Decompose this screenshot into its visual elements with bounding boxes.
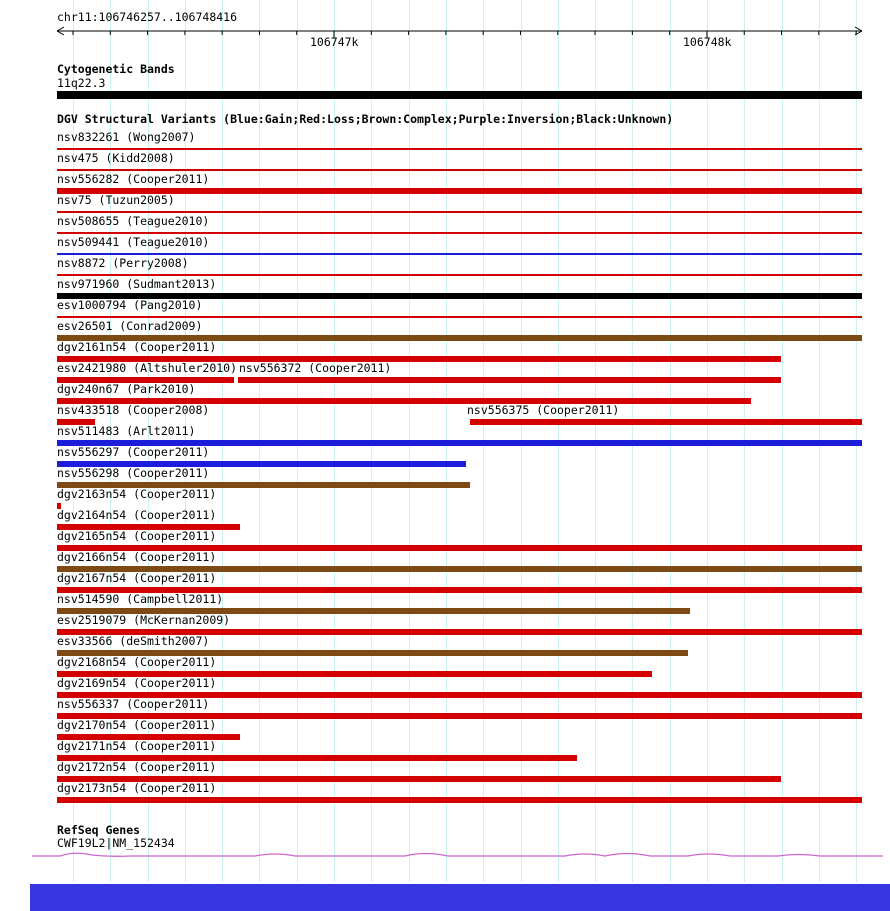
variant-label[interactable]: dgv2161n54 (Cooper2011) [57,340,217,354]
variant-label[interactable]: dgv2170n54 (Cooper2011) [57,718,217,732]
variant-label[interactable]: nsv556282 (Cooper2011) [57,172,210,186]
region-label: chr11:106746257..106748416 [57,10,238,24]
variant-label[interactable]: dgv2171n54 (Cooper2011) [57,739,217,753]
variant-label[interactable]: dgv2169n54 (Cooper2011) [57,676,217,690]
variant-label[interactable]: nsv556375 (Cooper2011) [467,403,620,417]
variant-label[interactable]: dgv240n67 (Park2010) [57,382,196,396]
variant-label[interactable]: dgv2173n54 (Cooper2011) [57,781,217,795]
variant-bar[interactable] [57,253,862,255]
variant-bar[interactable] [57,188,862,194]
variant-label[interactable]: nsv971960 (Sudmant2013) [57,277,217,291]
variant-label[interactable]: nsv8872 (Perry2008) [57,256,189,270]
variant-bar[interactable] [470,419,862,425]
ruler-mark [57,31,64,35]
variant-label[interactable]: nsv556372 (Cooper2011) [239,361,392,375]
cytoband-track-title: Cytogenetic Bands [57,62,175,76]
ruler-tick-label: 106748k [683,35,732,49]
ruler-tick-label: 106747k [310,35,359,49]
ruler[interactable] [0,0,890,60]
cytoband-bar[interactable] [57,91,862,99]
variant-label[interactable]: nsv511483 (Arlt2011) [57,424,196,438]
variant-label[interactable]: esv33566 (deSmith2007) [57,634,210,648]
variant-bar[interactable] [57,211,862,213]
variant-label[interactable]: dgv2165n54 (Cooper2011) [57,529,217,543]
variant-bar[interactable] [57,274,862,276]
ruler-mark [57,27,64,31]
variant-label[interactable]: dgv2167n54 (Cooper2011) [57,571,217,585]
gene-label[interactable]: CWF19L2|NM_152434 [57,836,175,850]
variant-label[interactable]: dgv2168n54 (Cooper2011) [57,655,217,669]
variant-bar[interactable] [57,797,862,803]
variant-label[interactable]: nsv556337 (Cooper2011) [57,697,210,711]
variant-label[interactable]: esv1000794 (Pang2010) [57,298,203,312]
variant-label[interactable]: nsv508655 (Teague2010) [57,214,210,228]
variant-bar[interactable] [57,148,862,150]
gene-plot[interactable] [30,846,885,862]
refseq-track-title: RefSeq Genes [57,823,141,837]
variant-bar[interactable] [238,377,781,383]
variant-label[interactable]: dgv2166n54 (Cooper2011) [57,550,217,564]
variant-label[interactable]: nsv433518 (Cooper2008) [57,403,210,417]
dgv-track-title: DGV Structural Variants (Blue:Gain;Red:Loss;Brown:Complex;Purple:Inversion;Black:Unknown) [57,112,674,126]
variant-label[interactable]: nsv475 (Kidd2008) [57,151,175,165]
variant-label[interactable]: dgv2164n54 (Cooper2011) [57,508,217,522]
variant-label[interactable]: nsv832261 (Wong2007) [57,130,196,144]
variant-bar[interactable] [57,316,862,318]
variant-label[interactable]: nsv556297 (Cooper2011) [57,445,210,459]
variant-label[interactable]: nsv75 (Tuzun2005) [57,193,175,207]
variant-label[interactable]: nsv556298 (Cooper2011) [57,466,210,480]
variant-bar[interactable] [57,169,862,171]
variant-label[interactable]: nsv514590 (Campbell2011) [57,592,224,606]
ruler-mark [855,27,862,31]
variant-label[interactable]: dgv2172n54 (Cooper2011) [57,760,217,774]
gene-plot-path [32,853,883,856]
variant-label[interactable]: nsv509441 (Teague2010) [57,235,210,249]
variant-label[interactable]: esv26501 (Conrad2009) [57,319,203,333]
variant-label[interactable]: dgv2163n54 (Cooper2011) [57,487,217,501]
variant-label[interactable]: esv2421980 (Altshuler2010) [57,361,238,375]
cytoband-label: 11q22.3 [57,76,106,90]
variant-bar[interactable] [57,232,862,234]
variant-label[interactable]: esv2519079 (McKernan2009) [57,613,231,627]
footer-bar [30,884,890,911]
